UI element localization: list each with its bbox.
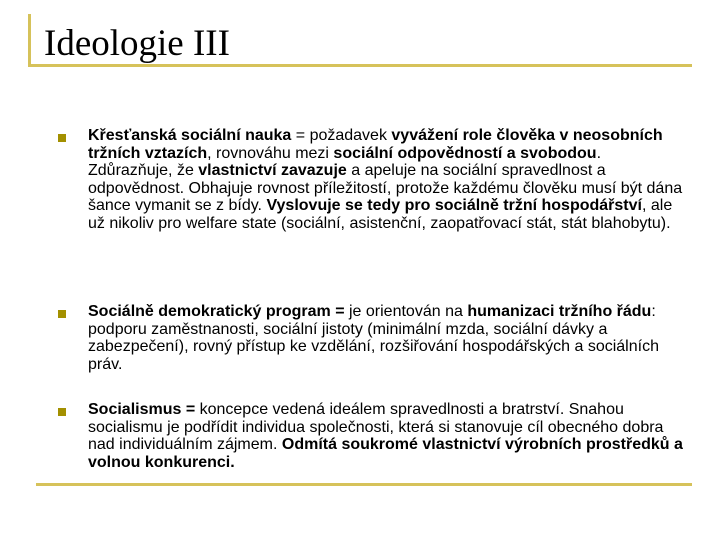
text-segment: vlastnictví zavazuje xyxy=(198,162,347,180)
list-item-text xyxy=(88,401,684,471)
square-bullet-icon xyxy=(58,408,66,416)
text-segment: je orientován na xyxy=(349,303,468,320)
bottom-rule xyxy=(36,483,692,486)
text-segment: sociální odpovědností a svobodou xyxy=(333,144,597,162)
text-segment: koncepce vedená ideálem spravedlnosti a bratrství. Snahou socialismu je podřídit individua společnosti, která si stanovuje cíl obecného dobra nad individuálním zájmem. xyxy=(88,401,664,454)
text-segment: : podporu zaměstnanosti, sociální jistoty (minimální mzda, sociální dávky a zabezpečení), rovný přístup ke vzdělání, rozšiřování hospodářských a sociálních práv. xyxy=(88,303,659,373)
text-segment: Odmítá soukromé vlastnictví výrobních prostředků a volnou konkurenci. xyxy=(88,436,683,471)
text-segment: a apeluje na sociální spravedlnost a odpovědnost. Obhajuje rovnost příležitostí, protože každému člověku musí být dána šance vymanit se z bídy. xyxy=(88,162,683,215)
text-segment: = požadavek xyxy=(291,127,392,144)
slide-title: Ideologie III xyxy=(44,23,230,64)
text-segment: , ale už nikoliv pro welfare state (sociální, asistenční, zaopatřovací stát, stát blahobytu). xyxy=(88,197,673,232)
text-segment: , rovnováhu mezi xyxy=(207,144,334,162)
text-segment: humanizaci tržního řádu xyxy=(467,303,652,320)
text-segment: vyvážení role člověka v neosobních tržních vztazích xyxy=(88,127,663,162)
text-segment: . Zdůrazňuje, že xyxy=(88,144,602,180)
list-item-text xyxy=(88,303,684,373)
text-segment: Křesťanská sociální nauka xyxy=(88,127,292,144)
text-segment: Vyslovuje se tedy pro sociálně tržní hospodářství xyxy=(266,197,642,215)
square-bullet-icon xyxy=(58,310,66,318)
title-accent-vertical-line xyxy=(28,14,31,66)
text-segment: Sociálně demokratický program = xyxy=(88,303,349,320)
list-item-text xyxy=(88,127,684,233)
square-bullet-icon xyxy=(58,134,66,142)
text-segment: Socialismus = xyxy=(88,401,200,418)
